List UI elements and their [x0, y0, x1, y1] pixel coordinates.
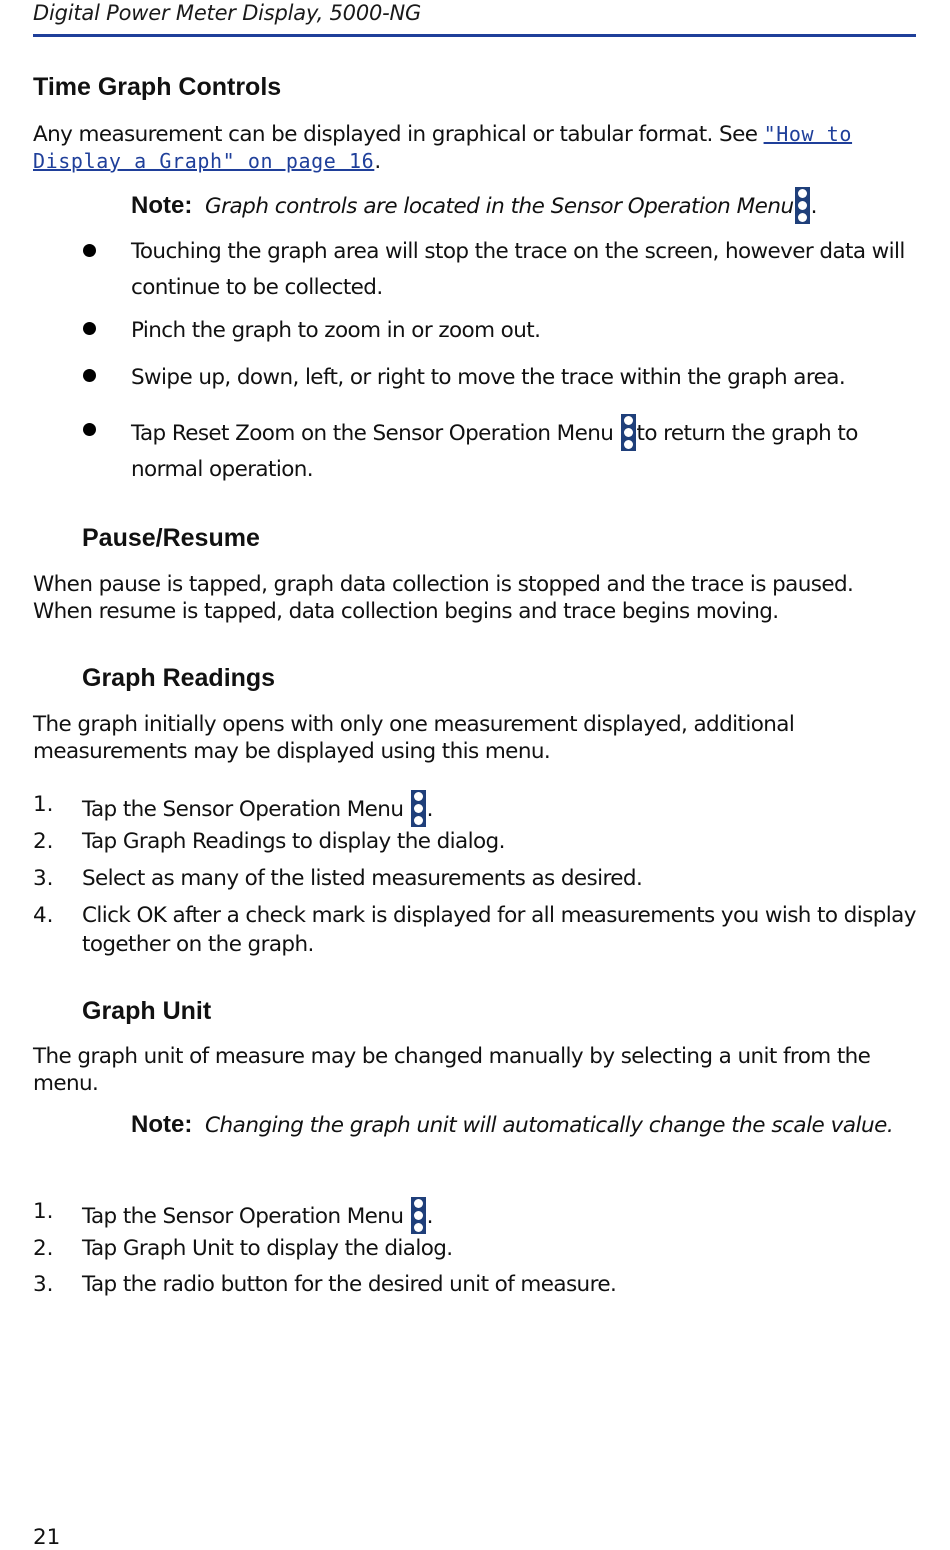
section-heading-graph-unit: Graph Unit: [82, 997, 212, 1025]
step-text: Click OK after a check mark is displayed for all measurements you wish to display together on the graph.: [82, 903, 916, 957]
note-label: Note:: [131, 1111, 193, 1138]
step-number: 3.: [33, 1272, 54, 1297]
bullet-text-before: Tap Reset Zoom on the Sensor Operation Menu: [131, 421, 614, 446]
bullet-item: Pinch the graph to zoom in or zoom out.: [131, 318, 541, 343]
bullet-item: Swipe up, down, left, or right to move the trace within the graph area.: [131, 365, 846, 390]
bullet-marker: [83, 322, 96, 335]
bullet-marker: [83, 244, 96, 257]
note-graph-unit: [131, 1109, 917, 1141]
graph-readings-paragraph: The graph initially opens with only one measurement displayed, additional measurements may be displayed using this menu.: [33, 712, 795, 764]
step-end: .: [426, 797, 433, 822]
bullet-item: [131, 414, 917, 488]
step-end: .: [426, 1204, 433, 1229]
step-number: 4.: [33, 903, 54, 928]
time-graph-intro-paragraph: [33, 121, 917, 175]
step-number: 1.: [33, 792, 54, 817]
intro-end: .: [374, 149, 381, 174]
step-text: Tap Graph Unit to display the dialog.: [82, 1236, 453, 1261]
bullet-marker: [83, 423, 96, 436]
note-end: .: [810, 194, 817, 219]
section-heading-pause-resume: Pause/Resume: [82, 524, 260, 552]
note-graph-controls: [131, 187, 917, 224]
cross-reference-link[interactable]: "How to Display a Graph" on page 16: [33, 122, 853, 173]
document-header-title: Digital Power Meter Display, 5000-NG: [33, 1, 422, 25]
step-text: Tap the radio button for the desired unit of measure.: [82, 1272, 617, 1297]
header-rule: [33, 34, 916, 37]
graph-unit-paragraph: The graph unit of measure may be changed manually by selecting a unit from the menu.: [33, 1044, 871, 1096]
step-number: 1.: [33, 1199, 54, 1224]
section-heading-time-graph-controls: Time Graph Controls: [33, 73, 282, 101]
note-label: Note:: [131, 192, 193, 219]
step-number: 2.: [33, 1236, 54, 1261]
bullet-text-after: to return the graph to normal operation.: [131, 421, 858, 482]
kebab-menu-icon: [411, 790, 426, 827]
intro-text: Any measurement can be displayed in graphical or tabular format. See: [33, 122, 764, 147]
kebab-menu-icon: [795, 187, 810, 224]
bullet-marker: [83, 369, 96, 382]
note-text: Changing the graph unit will automatically change the scale value.: [205, 1113, 894, 1138]
section-heading-graph-readings: Graph Readings: [82, 664, 276, 692]
step-text: [82, 1197, 917, 1234]
step-text: Select as many of the listed measurements as desired.: [82, 866, 643, 891]
kebab-menu-icon: [411, 1197, 426, 1234]
page-number: 21: [33, 1525, 61, 1550]
note-text: Graph controls are located in the Sensor Operation Menu: [205, 194, 794, 219]
step-text-content: Tap the Sensor Operation Menu: [82, 1204, 404, 1229]
step-text: [82, 790, 917, 827]
kebab-menu-icon: [621, 414, 636, 451]
step-text: Tap Graph Readings to display the dialog.: [82, 829, 505, 854]
pause-resume-paragraph: When pause is tapped, graph data collection is stopped and the trace is paused. When resume is tapped, data collection begins and trace begins moving.: [33, 572, 854, 624]
step-number: 3.: [33, 866, 54, 891]
step-number: 2.: [33, 829, 54, 854]
step-text-content: Tap the Sensor Operation Menu: [82, 797, 404, 822]
bullet-item: Touching the graph area will stop the trace on the screen, however data will continue to be collected.: [131, 239, 905, 300]
